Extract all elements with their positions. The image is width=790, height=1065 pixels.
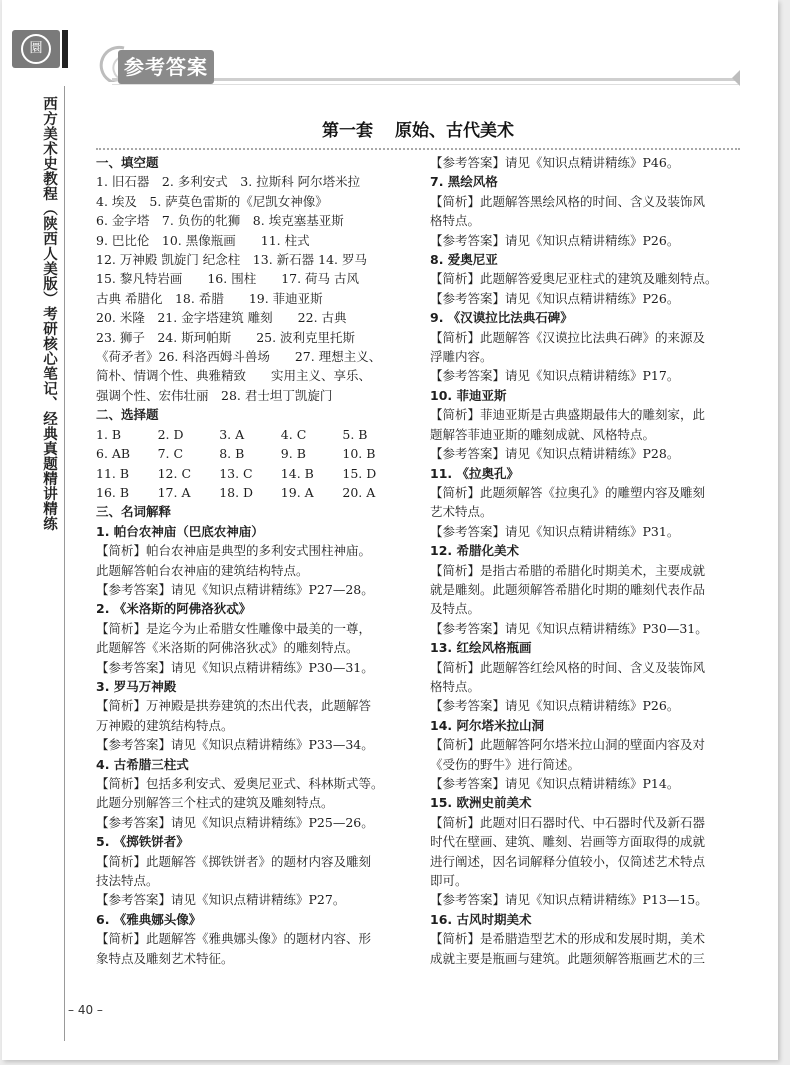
header-rule-thin — [112, 84, 740, 85]
choice-answer: 18. D — [219, 484, 254, 500]
choice-answer: 3. A — [219, 426, 245, 442]
book-page — [2, 0, 778, 1060]
text-line: 【简析】帕台农神庙是典型的多利安式围柱神庙。 — [96, 543, 372, 559]
text-line: 【简析】是迄今为止希腊女性雕像中最美的一尊， — [96, 620, 372, 636]
text-line: 此题解答帕台农神庙的建筑结构特点。 — [96, 562, 309, 578]
text-line: 【简析】是指古希腊的希腊化时期美术，主要成就 — [430, 562, 706, 578]
text-line: 【参考答案】请见《知识点精讲精练》P30—31。 — [96, 659, 374, 675]
choice-answer: 9. B — [280, 446, 306, 462]
logo-icon: 圜 — [21, 34, 51, 64]
vertical-book-title: 西方美术史教程（陕西人美版）考研核心笔记、经典真题精讲精练 — [41, 96, 57, 531]
question-title: 13. 红绘风格瓶画 — [430, 640, 532, 656]
text-line: 23. 狮子 24. 斯珂帕斯 25. 波利克里托斯 — [96, 329, 356, 345]
question-title: 7. 黑绘风格 — [430, 174, 498, 190]
text-line: 【参考答案】请见《知识点精讲精练》P30—31。 — [430, 620, 708, 636]
choice-answer: 6. AB — [96, 446, 131, 462]
question-title: 15. 欧洲史前美术 — [430, 795, 532, 811]
text-line: 成就主要是瓶画与建筑。此题须解答瓶画艺术的三 — [430, 950, 706, 966]
publisher-logo — [12, 30, 60, 68]
text-line: 古典 希腊化 18. 希腊 19. 菲迪亚斯 — [96, 290, 323, 306]
text-line: 及特点。 — [430, 601, 481, 617]
text-line: 9. 巴比伦 10. 黑像瓶画 11. 柱式 — [96, 232, 310, 248]
text-line: 1. 旧石器 2. 多利安式 3. 拉斯科 阿尔塔米拉 — [96, 174, 361, 190]
question-title: 11. 《拉奥孔》 — [430, 465, 519, 481]
logo-bar — [62, 30, 68, 68]
choice-answer: 10. B — [342, 446, 376, 462]
text-line: 时代在壁画、建筑、雕刻、岩画等方面取得的成就 — [430, 834, 706, 850]
text-line: 简朴、情调个性、典雅精致 实用主义、享乐、 — [96, 368, 372, 384]
left-column — [96, 153, 404, 968]
text-line: 象特点及雕刻艺术特征。 — [96, 950, 234, 966]
text-line: 格特点。 — [430, 213, 481, 229]
text-line: 【简析】此题须解答《拉奥孔》的雕塑内容及雕刻 — [430, 484, 706, 500]
text-line: 此题解答《米洛斯的阿佛洛狄忒》的雕刻特点。 — [96, 640, 359, 656]
section-header-title: 参考答案 — [118, 50, 214, 84]
choice-answer: 11. B — [96, 465, 130, 481]
right-column — [430, 153, 738, 968]
text-line: 【简析】是希腊造型艺术的形成和发展时期，美术 — [430, 931, 706, 947]
text-line: 【简析】菲迪亚斯是古典盛期最伟大的雕刻家，此 — [430, 407, 706, 423]
text-line: 就是雕刻。此题须解答希腊化时期的雕刻代表作品 — [430, 581, 706, 597]
chapter-number: 第一套 — [322, 121, 373, 141]
chapter-name: 原始、古代美术 — [395, 121, 514, 141]
text-line: 【参考答案】请见《知识点精讲精练》P13—15。 — [430, 892, 708, 908]
text-line: 【简析】此题解答《掷铁饼者》的题材内容及雕刻 — [96, 853, 372, 869]
header-end-cap — [732, 70, 740, 86]
text-line: 【简析】此题解答《汉谟拉比法典石碑》的来源及 — [430, 329, 706, 345]
question-title: 4. 古希腊三柱式 — [96, 756, 189, 772]
choice-answer: 2. D — [157, 426, 184, 442]
choice-answer: 20. A — [342, 484, 376, 500]
question-title: 14. 阿尔塔米拉山洞 — [430, 717, 544, 733]
text-line: 【参考答案】请见《知识点精讲精练》P31。 — [430, 523, 680, 539]
question-title: 6. 《雅典娜头像》 — [96, 911, 202, 927]
text-line: 4. 埃及 5. 萨莫色雷斯的《尼凯女神像》 — [96, 193, 328, 209]
text-line: 【参考答案】请见《知识点精讲精练》P25—26。 — [96, 814, 374, 830]
choice-answer: 12. C — [157, 465, 192, 481]
text-line: 进行阐述，因名词解释分值较小，仅简述艺术特点 — [430, 853, 706, 869]
text-line: 6. 金字塔 7. 负伤的牝狮 8. 埃克塞基亚斯 — [96, 213, 344, 229]
fill-blank-answers — [96, 172, 404, 405]
choice-answer: 17. A — [157, 484, 191, 500]
text-line: 万神殿的建筑结构特点。 — [96, 717, 234, 733]
text-line: 技法特点。 — [96, 873, 159, 889]
text-line: 【参考答案】请见《知识点精讲精练》P17。 — [430, 368, 680, 384]
term-answers — [96, 522, 404, 968]
choice-answer: 4. C — [280, 426, 307, 442]
choice-answer: 19. A — [280, 484, 314, 500]
choice-answer: 1. B — [96, 426, 122, 442]
text-line: 《受伤的野牛》进行简述。 — [430, 756, 581, 772]
question-title: 1. 帕台农神庙（巴底农神庙） — [96, 523, 264, 539]
text-line: 【参考答案】请见《知识点精讲精练》P27。 — [96, 892, 346, 908]
text-line: 【简析】此题解答红绘风格的时间、含义及装饰风 — [430, 659, 706, 675]
side-rule — [64, 86, 65, 1041]
choice-answer: 15. D — [342, 465, 377, 481]
text-line: 【参考答案】请见《知识点精讲精练》P14。 — [430, 776, 680, 791]
choice-answer: 16. B — [96, 484, 130, 500]
text-line: 格特点。 — [430, 678, 481, 694]
text-line: 艺术特点。 — [430, 504, 493, 520]
text-line: 《荷矛者》26. 科洛西姆斗兽场 27. 理想主义、 — [96, 349, 382, 365]
text-line: 【简析】万神殿是拱券建筑的杰出代表，此题解答 — [96, 698, 372, 714]
text-line: 强调个性、宏伟壮丽 28. 君士坦丁凯旋门 — [96, 387, 333, 403]
text-line: 【参考答案】请见《知识点精讲精练》P26。 — [430, 290, 680, 306]
question-title: 12. 希腊化美术 — [430, 543, 519, 559]
terms-heading: 三、名词解释 — [96, 504, 172, 520]
fill-blank-heading: 一、填空题 — [96, 155, 159, 170]
question-title: 5. 《掷铁饼者》 — [96, 834, 189, 850]
question-title: 3. 罗马万神殿 — [96, 678, 177, 694]
text-line: 【参考答案】请见《知识点精讲精练》P26。 — [430, 232, 680, 248]
chapter-title — [96, 116, 740, 141]
text-line: 20. 米隆 21. 金字塔建筑 雕刻 22. 古典 — [96, 310, 347, 326]
choice-answer: 13. C — [219, 465, 253, 481]
choice-heading: 二、选择题 — [96, 407, 159, 423]
choice-answer: 5. B — [342, 426, 368, 442]
text-line: 【简析】此题解答黑绘风格的时间、含义及装饰风 — [430, 193, 706, 209]
text-line: 浮雕内容。 — [430, 349, 493, 365]
text-line: 【参考答案】请见《知识点精讲精练》P33—34。 — [96, 737, 374, 753]
text-line: 【简析】此题解答《雅典娜头像》的题材内容、形 — [96, 931, 372, 947]
question-title: 9. 《汉谟拉比法典石碑》 — [430, 310, 573, 326]
text-line: 【简析】此题对旧石器时代、中石器时代及新石器 — [430, 814, 706, 830]
text-line: 题解答菲迪亚斯的雕刻成就、风格特点。 — [430, 426, 656, 442]
text-line: 即可。 — [430, 873, 468, 889]
text-line: 此题分别解答三个柱式的建筑及雕刻特点。 — [96, 795, 334, 811]
question-title: 2. 《米洛斯的阿佛洛狄忒》 — [96, 601, 252, 617]
text-line: 【参考答案】请见《知识点精讲精练》P46。 — [430, 155, 680, 170]
page-number: – 40 – — [68, 1003, 103, 1017]
text-line: 【参考答案】请见《知识点精讲精练》P26。 — [430, 698, 680, 714]
question-title: 8. 爱奥尼亚 — [430, 252, 498, 268]
choice-answers — [96, 425, 404, 503]
question-title: 16. 古风时期美术 — [430, 911, 532, 927]
text-line: 【简析】包括多利安式、爱奥尼亚式、科林斯式等。 — [96, 776, 384, 791]
text-line: 【简析】此题解答阿尔塔米拉山洞的壁面内容及对 — [430, 737, 706, 753]
choice-answer: 7. C — [157, 446, 184, 462]
text-line: 【简析】此题解答爱奥尼亚柱式的建筑及雕刻特点。 — [430, 271, 718, 287]
question-title: 10. 菲迪亚斯 — [430, 387, 507, 403]
choice-answer: 14. B — [280, 465, 314, 481]
dotted-divider — [96, 148, 740, 150]
text-line: 15. 黎凡特岩画 16. 围柱 17. 荷马 古风 — [96, 271, 360, 287]
choice-answer: 8. B — [219, 446, 245, 462]
text-line: 【参考答案】请见《知识点精讲精练》P28。 — [430, 446, 680, 462]
text-line: 12. 万神殿 凯旋门 纪念柱 13. 新石器 14. 罗马 — [96, 252, 367, 268]
text-line: 【参考答案】请见《知识点精讲精练》P27—28。 — [96, 581, 374, 597]
right-answers — [430, 153, 738, 968]
